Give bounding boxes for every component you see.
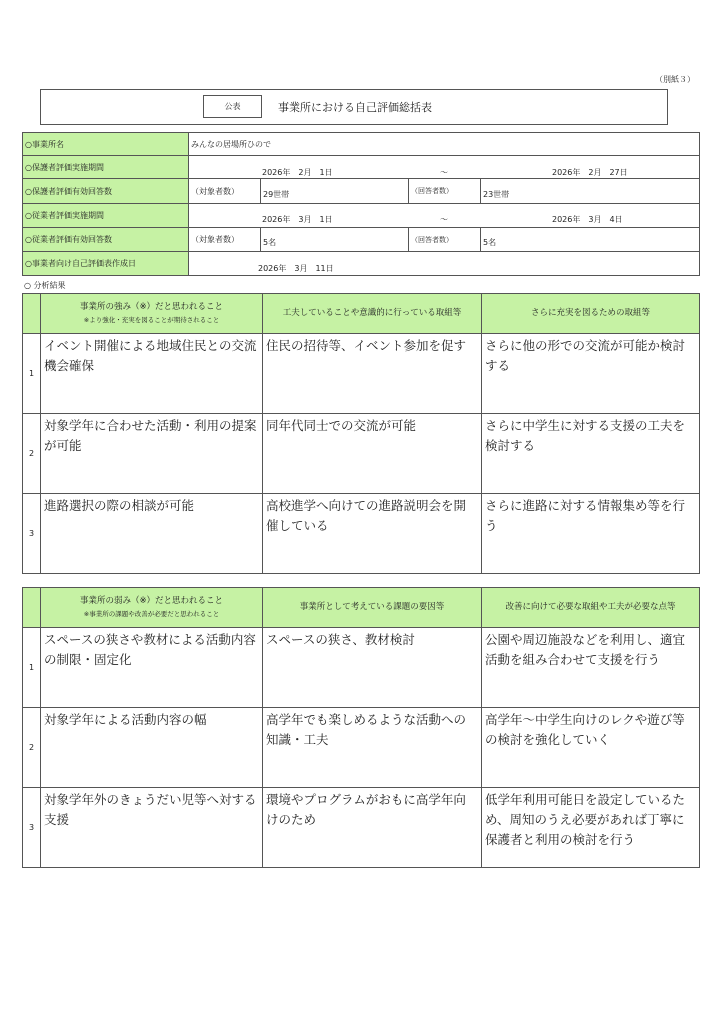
staff-resp-label: （回答者数） <box>408 227 481 252</box>
office-name-label: ○事業所名 <box>22 132 189 156</box>
table-cell: 高校進学へ向けての進路説明会を開催している <box>262 493 482 574</box>
table-cell: 高学年でも楽しめるような活動への知識・工夫 <box>262 707 482 788</box>
row-number: 3 <box>22 787 41 868</box>
table-cell: 進路選択の際の相談が可能 <box>40 493 263 574</box>
table-cell: 低学年利用可能日を設定しているため、周知のうえ必要があれば丁寧に保護者と利用の検討を行う <box>481 787 700 868</box>
row-number: 2 <box>22 413 41 494</box>
staff-target-label: （対象者数） <box>188 227 261 252</box>
page-title: 事業所における自己評価総括表 <box>278 101 432 114</box>
staff-period-end: 2026年 3月 4日 <box>552 215 623 224</box>
office-name-value: みんなの居場所ひので <box>188 132 700 156</box>
table-cell: 公園や周辺施設などを利用し、適宜活動を組み合わせて支援を行う <box>481 627 700 708</box>
table-cell: 環境やプログラムがおもに高学年向けのため <box>262 787 482 868</box>
table-cell: 高学年～中学生向けのレクや遊び等の検討を強化していく <box>481 707 700 788</box>
weaknesses-header-blank <box>22 587 41 628</box>
staff-period-start: 2026年 3月 1日 <box>262 215 333 224</box>
analysis-label: ○ 分析結果 <box>24 281 66 290</box>
staff-responses-label: ○従業者評価有効回答数 <box>22 227 189 252</box>
table-cell: 対象学年外のきょうだい児等へ対する支援 <box>40 787 263 868</box>
guardian-period-start: 2026年 2月 1日 <box>262 168 333 177</box>
table-cell: 住民の招待等、イベント参加を促す <box>262 333 482 414</box>
guardian-responses-label: ○保護者評価有効回答数 <box>22 178 189 204</box>
table-cell: イベント開催による地域住民との交流機会確保 <box>40 333 263 414</box>
guardian-period-sep: ～ <box>440 168 448 177</box>
created-label: ○事業者向け自己評価表作成日 <box>22 251 189 276</box>
table-cell: 対象学年による活動内容の幅 <box>40 707 263 788</box>
guardian-resp-value: 23世帯 <box>480 178 700 204</box>
guardian-target-value: 29世帯 <box>260 178 409 204</box>
attachment-label: （別紙３） <box>655 75 695 84</box>
weaknesses-header-col3: 改善に向けて必要な取組や工夫が必要な点等 <box>481 587 700 628</box>
staff-target-value: 5名 <box>260 227 409 252</box>
table-cell: スペースの狭さや教材による活動内容の制限・固定化 <box>40 627 263 708</box>
table-cell: さらに進路に対する情報集め等を行う <box>481 493 700 574</box>
header-note: ※より強化・充実を図ることが期待されること <box>83 315 220 324</box>
row-number: 1 <box>22 627 41 708</box>
table-cell: さらに他の形での交流が可能か検討する <box>481 333 700 414</box>
strengths-header-col1 <box>40 293 263 334</box>
row-number: 3 <box>22 493 41 574</box>
header-title: 事業所の強み（※）だと思われること <box>79 301 224 312</box>
strengths-header-col3: さらに充実を図るための取組等 <box>481 293 700 334</box>
strengths-header-blank <box>22 293 41 334</box>
guardian-target-label: （対象者数） <box>188 178 261 204</box>
staff-resp-value: 5名 <box>480 227 700 252</box>
table-cell: さらに中学生に対する支援の工夫を検討する <box>481 413 700 494</box>
staff-period-label: ○従業者評価実施期間 <box>22 203 189 228</box>
weaknesses-header-col1 <box>40 587 263 628</box>
guardian-resp-label: （回答者数） <box>408 178 481 204</box>
guardian-period-end: 2026年 2月 27日 <box>552 168 628 177</box>
weaknesses-header-col2: 事業所として考えている課題の要因等 <box>262 587 482 628</box>
table-cell: 対象学年に合わせた活動・利用の提案が可能 <box>40 413 263 494</box>
header-note: ※事業所の課題や改善が必要だと思われること <box>83 609 220 618</box>
row-number: 1 <box>22 333 41 414</box>
created-value: 2026年 3月 11日 <box>258 264 334 273</box>
table-cell: 同年代同士での交流が可能 <box>262 413 482 494</box>
table-cell: スペースの狭さ、教材検討 <box>262 627 482 708</box>
guardian-period-label: ○保護者評価実施期間 <box>22 155 189 179</box>
public-badge: 公表 <box>203 95 262 118</box>
strengths-header-col2: 工夫していることや意識的に行っている取組等 <box>262 293 482 334</box>
header-title: 事業所の弱み（※）だと思われること <box>79 595 224 606</box>
staff-period-sep: ～ <box>440 215 448 224</box>
row-number: 2 <box>22 707 41 788</box>
